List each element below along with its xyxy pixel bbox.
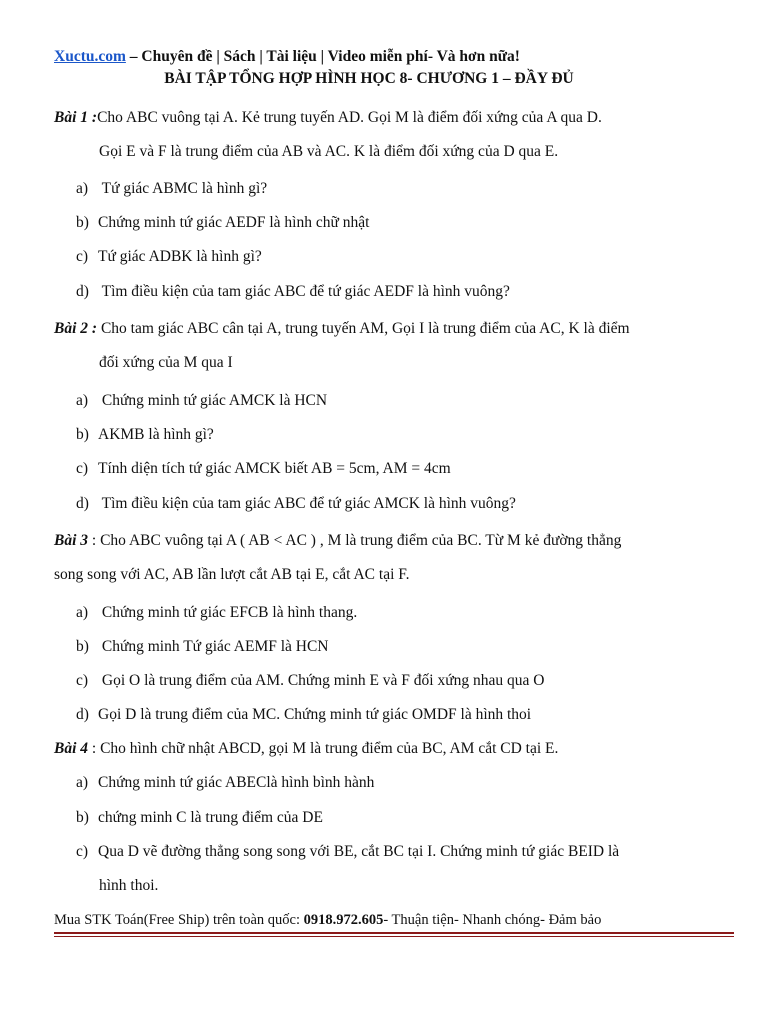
exercise-3-text-1: : Cho ABC vuông tại A ( AB < AC ) , M là trung điểm của BC. Từ M kẻ đường thẳng bbox=[88, 532, 622, 549]
exercise-2-line-1 bbox=[54, 319, 630, 339]
exercise-3-item-d bbox=[76, 705, 531, 725]
item-text: Tính diện tích tứ giác AMCK biết AB = 5cm, AM = 4cm bbox=[98, 460, 451, 477]
exercise-3-line-2: song song với AC, AB lần lượt cắt AB tại E, cắt AC tại F. bbox=[54, 566, 410, 583]
item-mark: c) bbox=[76, 460, 89, 477]
exercise-1-item-c bbox=[76, 247, 262, 267]
exercise-4-item-c-continuation: hình thoi. bbox=[99, 877, 159, 894]
header-tagline: – Chuyên đề | Sách | Tài liệu | Video miễn phí- Và hơn nữa! bbox=[125, 48, 520, 65]
item-text: Tứ giác ABMC là hình gì? bbox=[98, 180, 268, 197]
header-line-1 bbox=[54, 46, 734, 68]
item-mark: b) bbox=[76, 426, 89, 443]
item-mark: c) bbox=[76, 248, 89, 265]
footer-phone: 0918.972.605 bbox=[303, 912, 384, 928]
exercise-4-line-1 bbox=[54, 739, 558, 759]
item-text: Chứng minh tứ giác AMCK là HCN bbox=[98, 392, 328, 409]
footer-divider-thin bbox=[54, 936, 734, 937]
exercise-1-line-1 bbox=[54, 108, 602, 128]
item-mark: d) bbox=[76, 706, 89, 723]
item-mark: d) bbox=[76, 283, 89, 300]
item-text: Tìm điều kiện của tam giác ABC để tứ giác AMCK là hình vuông? bbox=[98, 495, 516, 512]
item-text: AKMB là hình gì? bbox=[98, 426, 214, 443]
exercise-2-item-c bbox=[76, 459, 451, 479]
exercise-1-label: Bài 1 : bbox=[54, 109, 98, 126]
item-text: chứng minh C là trung điểm của DE bbox=[98, 809, 323, 826]
item-text: Chứng minh tứ giác EFCB là hình thang. bbox=[98, 604, 358, 621]
exercise-4-item-b bbox=[76, 808, 323, 828]
page-title: BÀI TẬP TỔNG HỢP HÌNH HỌC 8- CHƯƠNG 1 – ĐẦY ĐỦ bbox=[164, 70, 574, 87]
exercise-4-item-c bbox=[76, 842, 619, 862]
item-mark: a) bbox=[76, 180, 89, 197]
exercise-3-label: Bài 3 bbox=[54, 532, 89, 549]
item-text: Chứng minh tứ giác AEDF là hình chữ nhật bbox=[98, 214, 370, 231]
exercise-2-label: Bài 2 : bbox=[54, 320, 98, 337]
exercise-3-item-c bbox=[76, 671, 544, 691]
item-mark: a) bbox=[76, 604, 89, 621]
exercise-1-text-1: Cho ABC vuông tại A. Kẻ trung tuyến AD. Gọi M là điểm đối xứng của A qua D. bbox=[97, 109, 602, 126]
exercise-4-label: Bài 4 bbox=[54, 740, 89, 757]
exercise-2-item-a bbox=[76, 391, 327, 411]
exercise-2-item-b bbox=[76, 425, 214, 445]
footer-tail: - Thuận tiện- Nhanh chóng- Đảm bảo bbox=[383, 912, 602, 928]
item-text: Tìm điều kiện của tam giác ABC để tứ giác AEDF là hình vuông? bbox=[98, 283, 510, 300]
item-text: Qua D vẽ đường thẳng song song với BE, cắt BC tại I. Chứng minh tứ giác BEID là bbox=[98, 843, 620, 860]
item-mark: b) bbox=[76, 638, 89, 655]
exercise-3-item-a bbox=[76, 603, 357, 623]
item-mark: c) bbox=[76, 843, 89, 860]
footer-text: Mua STK Toán(Free Ship) trên toàn quốc: bbox=[54, 912, 304, 928]
exercise-1-item-b bbox=[76, 213, 369, 233]
exercise-2-line-2: đối xứng của M qua I bbox=[99, 354, 233, 371]
exercise-3-line-1 bbox=[54, 531, 621, 551]
exercise-2-text-1: Cho tam giác ABC cân tại A, trung tuyến AM, Gọi I là trung điểm của AC, K là điểm bbox=[97, 320, 630, 337]
item-mark: b) bbox=[76, 809, 89, 826]
exercise-4-item-a bbox=[76, 773, 374, 793]
item-mark: a) bbox=[76, 392, 89, 409]
item-text: Gọi O là trung điểm của AM. Chứng minh E và F đối xứng nhau qua O bbox=[98, 672, 545, 689]
exercise-4-text-1: : Cho hình chữ nhật ABCD, gọi M là trung điểm của BC, AM cắt CD tại E. bbox=[88, 740, 559, 757]
item-text: Chứng minh Tứ giác AEMF là HCN bbox=[98, 638, 329, 655]
footer-divider-thick bbox=[54, 932, 734, 934]
item-mark: a) bbox=[76, 774, 89, 791]
exercise-1-item-a bbox=[76, 179, 267, 199]
item-mark: c) bbox=[76, 672, 89, 689]
exercise-3-item-b bbox=[76, 637, 329, 657]
page-header bbox=[54, 46, 734, 90]
item-mark: b) bbox=[76, 214, 89, 231]
exercise-2-item-d bbox=[76, 494, 516, 514]
item-text: Tứ giác ADBK là hình gì? bbox=[98, 248, 262, 265]
site-link[interactable]: Xuctu.com bbox=[54, 48, 126, 65]
page-footer bbox=[54, 912, 734, 929]
exercise-1-line-2: Gọi E và F là trung điểm của AB và AC. K là điểm đối xứng của D qua E. bbox=[99, 143, 559, 160]
item-text: Gọi D là trung điểm của MC. Chứng minh tứ giác OMDF là hình thoi bbox=[98, 706, 532, 723]
item-text: Chứng minh tứ giác ABEClà hình bình hành bbox=[98, 774, 375, 791]
item-mark: d) bbox=[76, 495, 89, 512]
exercise-1-item-d bbox=[76, 282, 510, 302]
